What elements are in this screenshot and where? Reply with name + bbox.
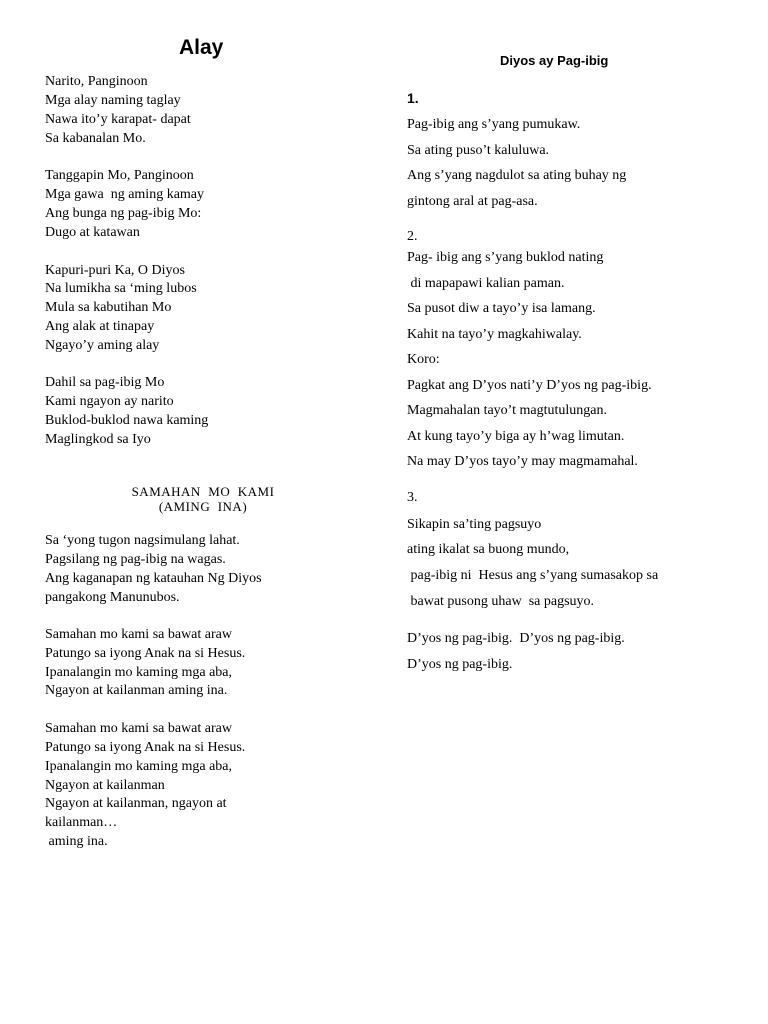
lyric-line: Narito, Panginoon [45, 74, 148, 89]
lyric-line: Sa ating puso’t kaluluwa. [407, 143, 550, 158]
lyric-line: Maglingkod sa Iyo [45, 432, 151, 447]
lyric-line: Samahan mo kami sa bawat araw [45, 721, 232, 736]
song-title-samahan: SAMAHAN MO KAMI [131, 484, 275, 499]
lyric-line: Ipanalangin mo kaming mga aba, [45, 665, 232, 680]
lyric-line: Pag- ibig ang s’yang buklod nating [407, 250, 604, 265]
lyric-line: ating ikalat sa buong mundo, [407, 542, 570, 557]
lyric-line: Buklod-buklod nawa kaming [45, 413, 209, 428]
lyric-line: bawat pusong uhaw sa pagsuyo. [407, 594, 595, 609]
lyric-line: Sikapin sa’ting pagsuyo [407, 517, 542, 532]
lyric-line: Ang kaganapan ng katauhan Ng Diyos [45, 571, 262, 586]
lyric-line: Ngayon at kailanman, ngayon at [45, 796, 227, 811]
lyric-line: Pagsilang ng pag-ibig na wagas. [45, 552, 226, 567]
song-title-alay: Alay [179, 36, 224, 59]
verse-number: 1. [407, 90, 419, 106]
lyric-line: Sa kabanalan Mo. [45, 131, 146, 146]
lyric-line: D’yos ng pag-ibig. D’yos ng pag-ibig. [407, 631, 625, 646]
lyric-line: Ngayo’y aming alay [45, 338, 160, 353]
song-title-diyos-ay-pag-ibig: Diyos ay Pag-ibig [500, 53, 609, 68]
lyric-line: pangakong Manunubos. [45, 590, 180, 605]
lyric-line: Dahil sa pag-ibig Mo [45, 375, 165, 390]
lyric-line: Ipanalangin mo kaming mga aba, [45, 759, 232, 774]
lyric-line: Kami ngayon ay narito [45, 394, 174, 409]
lyric-line: Ngayon at kailanman [45, 778, 165, 793]
lyric-line: Mula sa kabutihan Mo [45, 300, 172, 315]
lyric-line: Tanggapin Mo, Panginoon [45, 168, 194, 183]
lyric-line: Kapuri-puri Ka, O Diyos [45, 263, 185, 278]
lyric-line: Na may D’yos tayo’y may magmamahal. [407, 454, 638, 469]
lyric-line: pag-ibig ni Hesus ang s’yang sumasakop sa [407, 568, 659, 583]
verse-number: 2. [407, 229, 418, 244]
lyric-line: di mapapawi kalian paman. [407, 276, 565, 291]
lyric-line: Patungo sa iyong Anak na si Hesus. [45, 740, 246, 755]
lyric-line: kailanman… [45, 815, 118, 830]
lyric-line: Magmahalan tayo’t magtutulungan. [407, 403, 607, 418]
lyric-line: gintong aral at pag-asa. [407, 194, 538, 209]
lyric-line: Sa pusot diw a tayo’y isa lamang. [407, 301, 596, 316]
lyric-line: Na lumikha sa ‘ming lubos [45, 281, 197, 296]
lyric-line: Sa ‘yong tugon nagsimulang lahat. [45, 533, 240, 548]
lyric-line: Nawa ito’y karapat- dapat [45, 112, 191, 127]
lyric-line: At kung tayo’y biga ay h’wag limutan. [407, 429, 625, 444]
lyric-line: D’yos ng pag-ibig. [407, 657, 513, 672]
lyric-line: Mga gawa ng aming kamay [45, 187, 205, 202]
lyric-line: aming ina. [45, 834, 108, 849]
lyric-line: Ang bunga ng pag-ibig Mo: [45, 206, 202, 221]
song-subtitle: (AMING INA) [158, 499, 248, 514]
verse-number: 3. [407, 490, 418, 505]
lyric-line: Pagkat ang D’yos nati’y D’yos ng pag-ibig. [407, 378, 652, 393]
chorus-label: Koro: [407, 352, 440, 367]
lyric-line: Pag-ibig ang s’yang pumukaw. [407, 117, 581, 132]
lyric-line: Ang alak at tinapay [45, 319, 155, 334]
lyric-line: Patungo sa iyong Anak na si Hesus. [45, 646, 246, 661]
lyric-line: Mga alay naming taglay [45, 93, 181, 108]
lyric-line: Ang s’yang nagdulot sa ating buhay ng [407, 168, 627, 183]
lyric-line: Samahan mo kami sa bawat araw [45, 627, 232, 642]
lyric-line: Dugo at katawan [45, 225, 140, 240]
lyric-line: Ngayon at kailanman aming ina. [45, 683, 228, 698]
lyric-line: Kahit na tayo’y magkahiwalay. [407, 327, 582, 342]
